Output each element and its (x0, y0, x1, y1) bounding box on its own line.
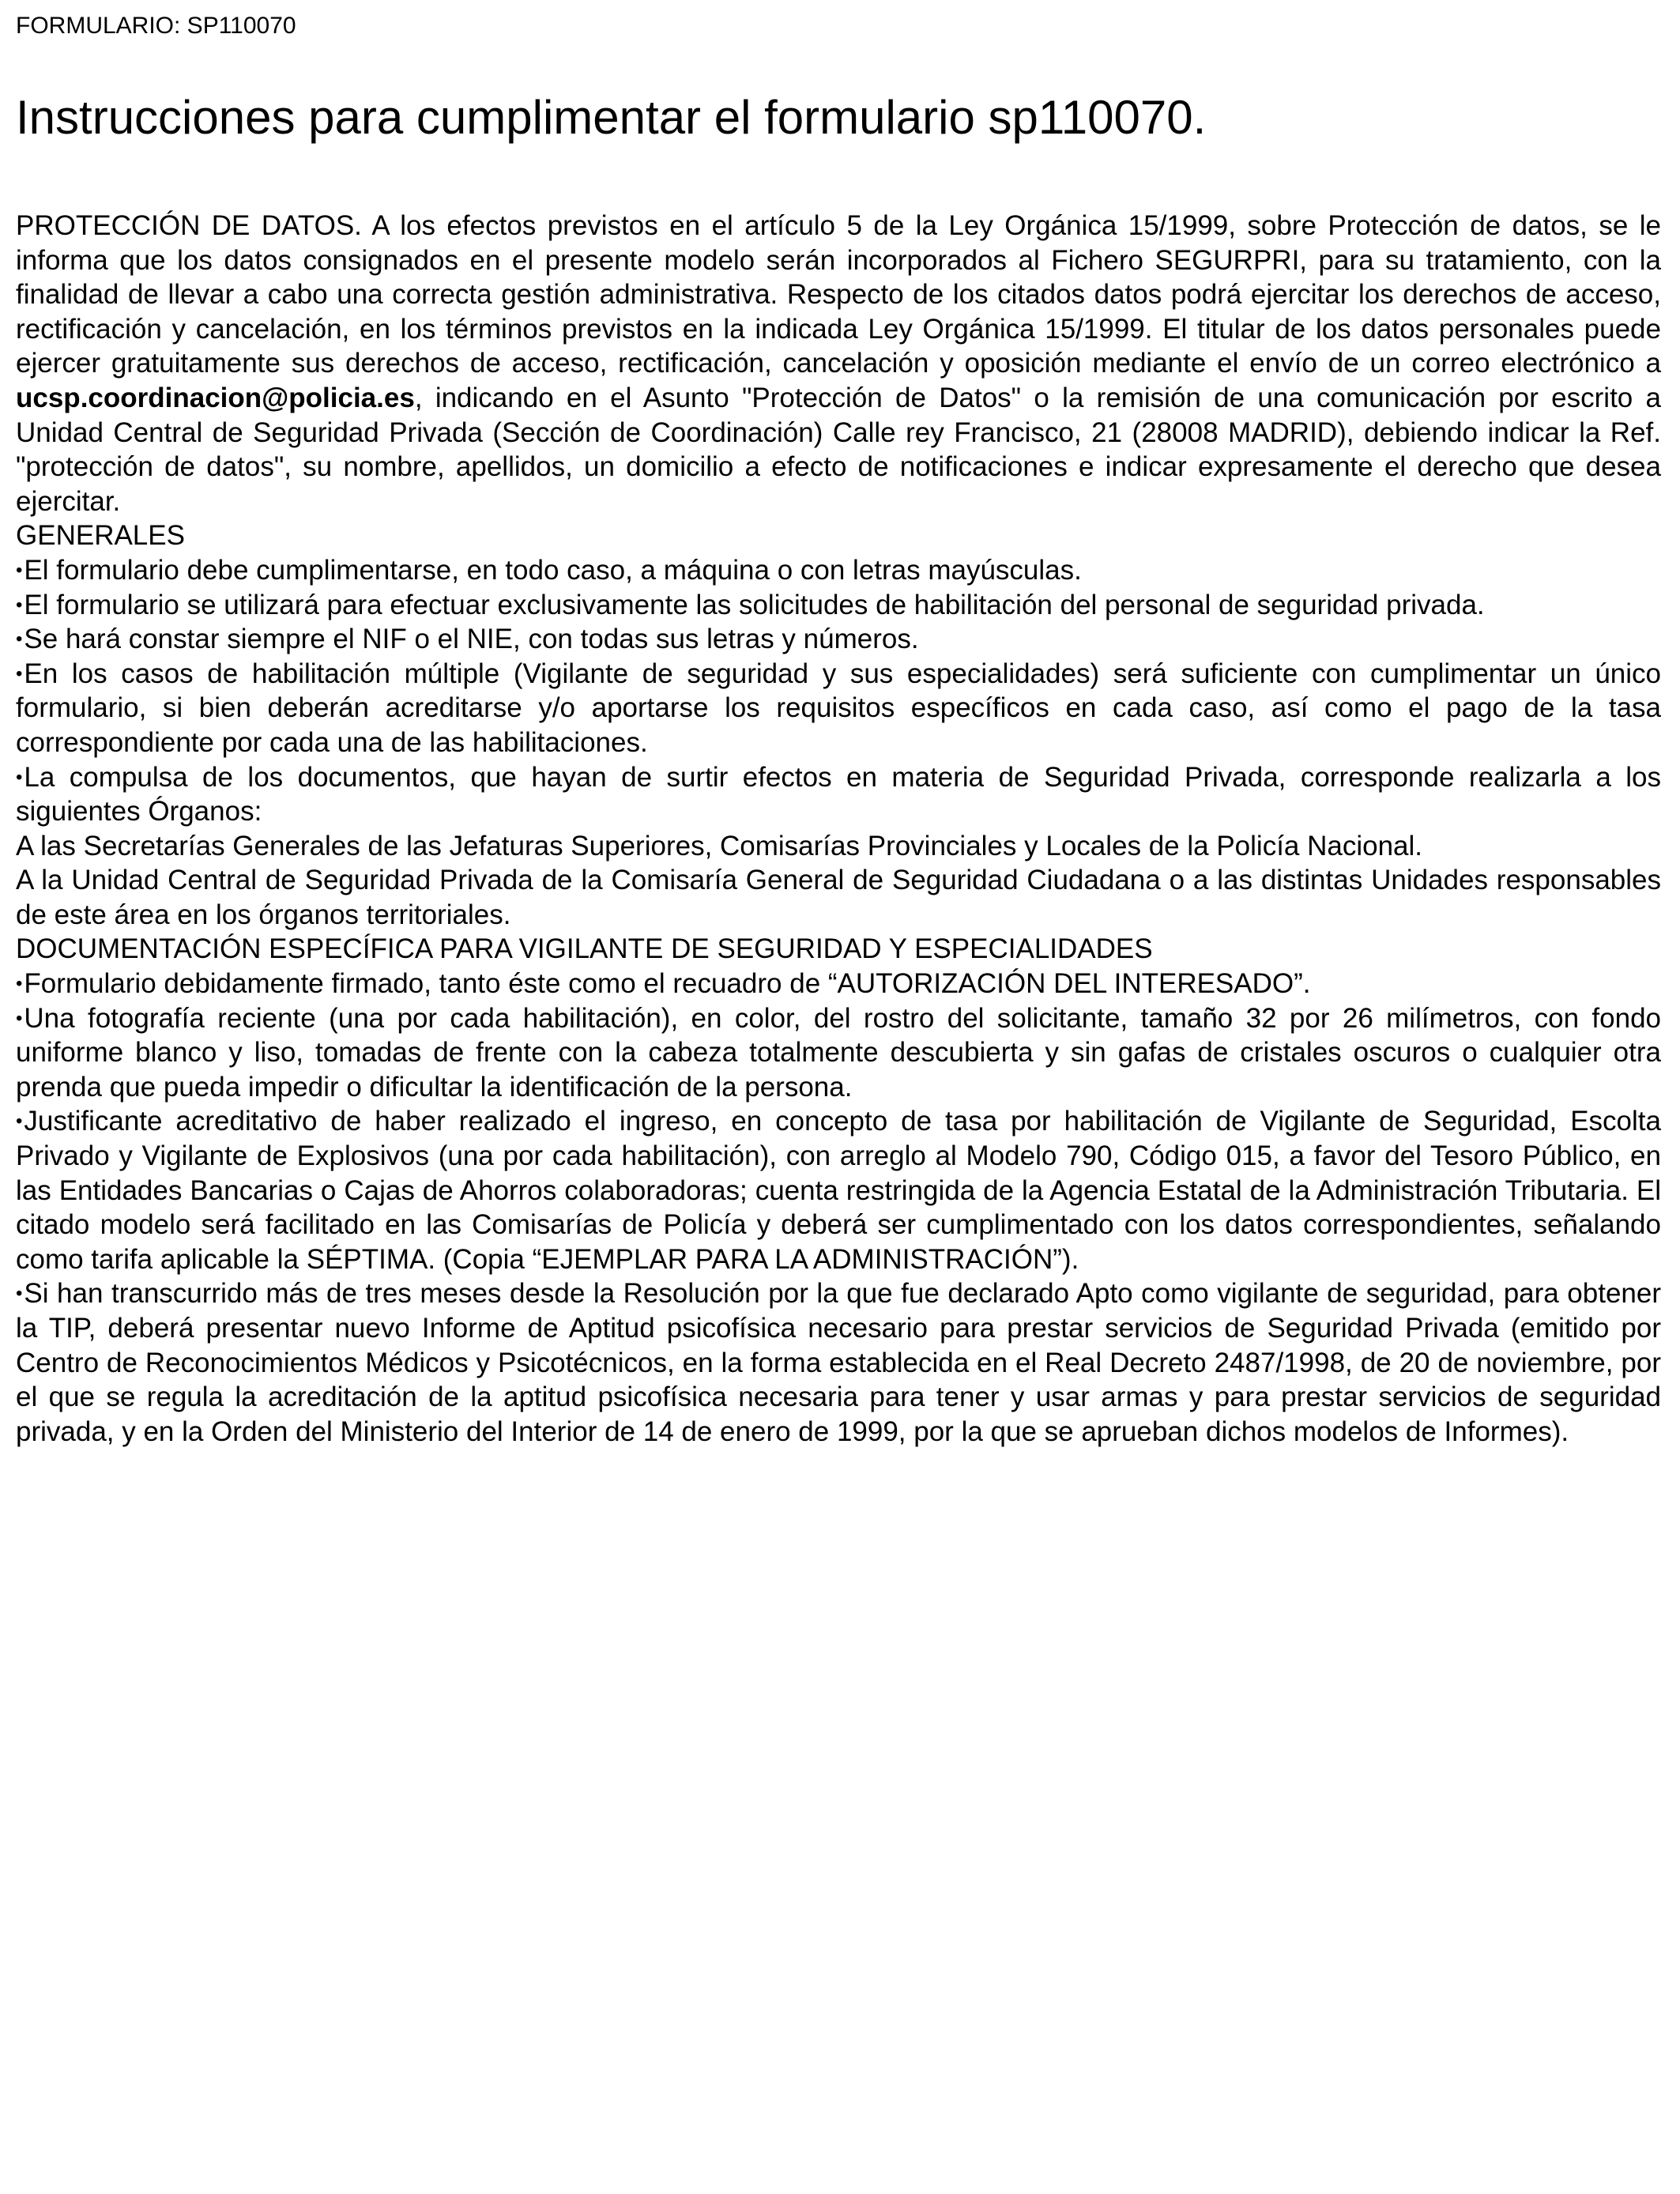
form-code: FORMULARIO: SP110070 (16, 13, 296, 39)
proteccion-text-1: PROTECCIÓN DE DATOS. A los efectos previstos en el artículo 5 de la Ley Orgánica 15/1999, sobre Protección de datos, se le informa que los datos consignados en el presente modelo serán incorporados al Fichero SEGURPRI, para su tratamiento, con la finalidad de llevar a cabo una correcta gestión administrativa. Respecto de los citados datos podrá ejercitar los derechos de acceso, rectificación y cancelación, en los términos previstos en la indicada Ley Orgánica 15/1999. El titular de los datos personales puede ejercer gratuitamente sus derechos de acceso, rectificación, cancelación y oposición mediante el envío de un correo electrónico a (16, 210, 1661, 379)
documentacion-heading: DOCUMENTACIÓN ESPECÍFICA PARA VIGILANTE DE SEGURIDAD Y ESPECIALIDADES (16, 933, 1153, 965)
generales-bullet (16, 760, 1661, 829)
bullet-icon: • (16, 973, 23, 995)
bullet-icon: • (16, 1007, 23, 1029)
documentacion-bullet (16, 1001, 1661, 1105)
page-title: Instrucciones para cumplimentar el formulario sp110070. (16, 91, 1207, 144)
bullet-icon: • (16, 559, 23, 581)
bullet-icon: • (16, 628, 23, 650)
document-body (16, 209, 1661, 1449)
documentacion-bullet (16, 1104, 1661, 1276)
bullet-text: En los casos de habilitación múltiple (Vigilante de seguridad y sus especialidades) será suficiente con cumplimentar un único formulario, si bien deberán acreditarse y/o aportarse los requisitos específicos en cada caso, así como el pago de la tasa correspondiente por cada una de las habilitaciones. (16, 658, 1661, 758)
bullet-text: Si han transcurrido más de tres meses desde la Resolución por la que fue declarado Apto como vigilante de seguridad, para obtener la TIP, deberá presentar nuevo Informe de Aptitud psicofísica necesario para prestar servicios de Seguridad Privada (emitido por Centro de Reconocimientos Médicos y Psicotécnicos, en la forma establecida en el Real Decreto 2487/1998, de 20 de noviembre, por el que se regula la acreditación de la aptitud psicofísica necesaria para tener y usar armas y para prestar servicios de seguridad privada, y en la Orden del Ministerio del Interior de 14 de enero de 1999, por la que se aprueban dichos modelos de Informes). (16, 1278, 1661, 1447)
documentacion-bullet (16, 967, 1661, 1001)
documentacion-bullet (16, 1276, 1661, 1449)
bullet-icon: • (16, 594, 23, 616)
bullet-text: Se hará constar siempre el NIF o el NIE, con todas sus letras y números. (24, 624, 919, 655)
document-page (16, 0, 1661, 1449)
bullet-icon: • (16, 1283, 23, 1305)
bullet-icon: • (16, 766, 23, 788)
bullet-text: La compulsa de los documentos, que hayan de surtir efectos en materia de Seguridad Privada, corresponde realizarla a los siguientes Órganos: (16, 761, 1661, 827)
organo-line: A las Secretarías Generales de las Jefaturas Superiores, Comisarías Provinciales y Locales de la Policía Nacional. (16, 830, 1423, 861)
generales-bullet (16, 657, 1661, 760)
organo-line: A la Unidad Central de Seguridad Privada de la Comisaría General de Seguridad Ciudadana o a las distintas Unidades responsables de este área en los órganos territoriales. (16, 865, 1661, 930)
bullet-text: Una fotografía reciente (una por cada habilitación), en color, del rostro del solicitante, tamaño 32 por 26 milímetros, con fondo uniforme blanco y liso, tomadas de frente con la cabeza totalmente descubierta y sin gafas de cristales oscuros o cualquier otra prenda que pueda impedir o dificultar la identificación de la persona. (16, 1002, 1661, 1103)
bullet-icon: • (16, 662, 23, 684)
generales-bullet (16, 553, 1661, 588)
generales-heading: GENERALES (16, 520, 185, 552)
bullet-text: Formulario debidamente firmado, tanto éste como el recuadro de “AUTORIZACIÓN DEL INTERESADO”. (24, 968, 1311, 1000)
bullet-text: Justificante acreditativo de haber realizado el ingreso, en concepto de tasa por habilitación de Vigilante de Seguridad, Escolta Privado y Vigilante de Explosivos (una por cada habilitación), con arreglo al Modelo 790, Código 015, a favor del Tesoro Público, en las Entidades Bancarias o Cajas de Ahorros colaboradoras; cuenta restringida de la Agencia Estatal de la Administración Tributaria. El citado modelo será facilitado en las Comisarías de Policía y deberá ser cumplimentado con los datos correspondientes, señalando como tarifa aplicable la SÉPTIMA. (Copia “EJEMPLAR PARA LA ADMINISTRACIÓN”). (16, 1106, 1661, 1275)
bullet-icon: • (16, 1110, 23, 1133)
proteccion-datos-paragraph (16, 209, 1661, 518)
generales-bullet (16, 622, 1661, 657)
proteccion-text-2: , indicando en el Asunto "Protección de Datos" o la remisión de una comunicación por escrito a Unidad Central de Seguridad Privada (Sección de Coordinación) Calle rey Francisco, 21 (28008 MADRID), debiendo indicar la Ref. "protección de datos", su nombre, apellidos, un domicilio a efecto de notificaciones e indicar expresamente el derecho que desea ejercitar. (16, 382, 1661, 517)
bullet-text: El formulario se utilizará para efectuar exclusivamente las solicitudes de habilitación del personal de seguridad privada. (24, 589, 1485, 620)
bullet-text: El formulario debe cumplimentarse, en todo caso, a máquina o con letras mayúsculas. (24, 554, 1082, 586)
email-address: ucsp.coordinacion@policia.es (16, 382, 415, 413)
generales-bullet (16, 588, 1661, 623)
